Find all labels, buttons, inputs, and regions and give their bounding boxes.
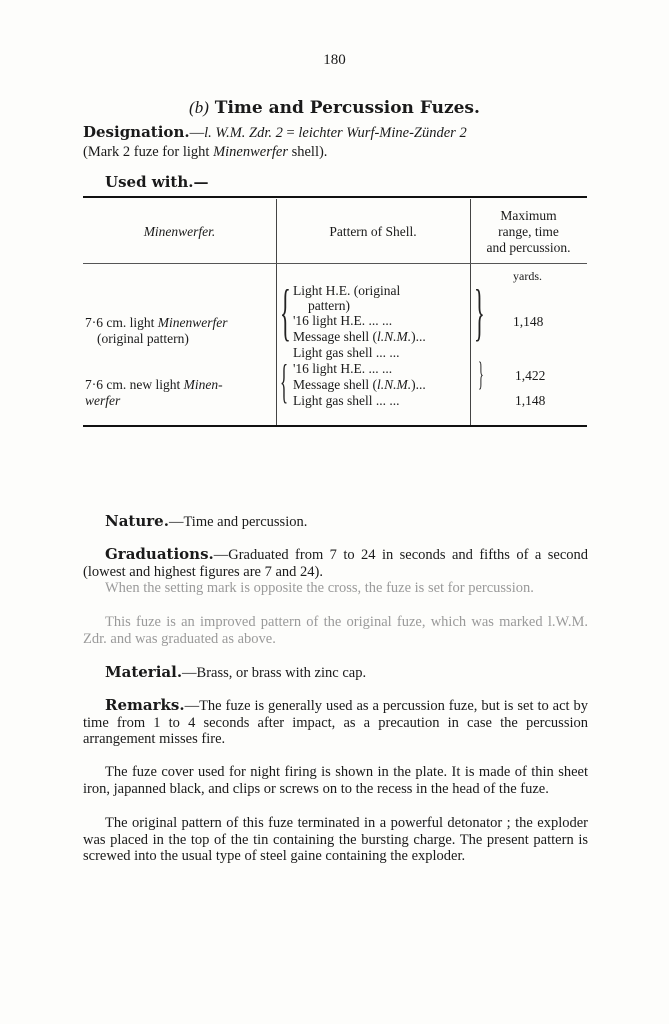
used-with-heading: Used with.—	[105, 173, 209, 191]
row2-shell-2-post: )...	[411, 377, 426, 392]
row2-mortar-line1	[85, 377, 223, 393]
row2-shell-1: '16 light H.E. ... ...	[293, 361, 393, 376]
designation-line2-ital: Minenwerfer	[213, 144, 288, 160]
row2-mortar-line2: werfer	[85, 393, 121, 408]
row1-shell-1-line1: Light H.E. (original	[293, 283, 401, 298]
designation-dash: —	[189, 125, 205, 141]
graduations-term: Graduations.	[105, 545, 214, 563]
row2-mortar-ital: Minen-	[183, 377, 223, 392]
row1-mortar-ital: Minenwerfer	[157, 315, 228, 330]
remarks-text: —The fuze is generally used as a percussion fuze, but is set to act by time from 1 to 4 seconds after impact, as a precaution in case the percussion arrangement misses fire.	[83, 698, 588, 747]
row1-shell-3-ital: l.N.M.	[376, 329, 412, 344]
page-number: 180	[323, 52, 346, 68]
designation-line2-post: shell).	[287, 144, 328, 160]
row2-right-brace: }	[478, 356, 484, 393]
row2-shell-2-ital: l.N.M.	[376, 377, 412, 392]
row1-mortar-pre: 7·6 cm. light	[85, 315, 158, 330]
nature-paragraph	[105, 513, 588, 531]
header-max-range-line3: and percussion.	[486, 240, 571, 255]
graduations-faded-note-2: This fuze is an improved pattern of the original fuze, which was marked l.W.M. Zdr. and was graduated as above.	[83, 614, 588, 647]
row2-shell-3: Light gas shell ... ...	[293, 393, 400, 408]
designation-paragraph	[83, 123, 588, 162]
header-max-range-line1: Maximum	[500, 208, 557, 223]
nature-text: —Time and percussion.	[168, 514, 308, 530]
row1-shell-3-pre: Message shell (	[293, 329, 377, 344]
section-label: (b)	[189, 98, 209, 117]
row1-shell-2: '16 light H.E. ... ...	[293, 313, 393, 328]
remarks-term: Remarks.	[105, 696, 185, 714]
remarks-paragraph	[83, 697, 588, 748]
designation-line2-pre: (Mark 2 fuze for light	[83, 144, 214, 160]
row1-shell-1-line2: pattern)	[308, 298, 350, 313]
row2-shell-2-pre: Message shell (	[293, 377, 377, 392]
row1-right-brace: }	[474, 276, 485, 347]
material-text: —Brass, or brass with zinc cap.	[182, 665, 367, 681]
remarks-paragraph-3: The original pattern of this fuze terminated in a powerful detonator ; the exploder was placed in the top of the tin containing the bursting charge. The present pattern is screwed into the usual type of steel gaine containing the exploder.	[83, 815, 588, 864]
header-pattern-of-shell: Pattern of Shell.	[329, 224, 417, 239]
graduations-paragraph	[83, 546, 588, 580]
graduations-text: —Graduated from 7 to 24 in seconds and fifths of a second (lowest and highest figures are 7 and 24).	[83, 547, 588, 580]
section-title: Time and Percussion Fuzes.	[214, 98, 480, 118]
row2-range-1: 1,422	[515, 368, 546, 383]
table-top-rule	[83, 196, 587, 198]
row2-range-2: 1,148	[515, 393, 546, 408]
table-bottom-rule	[83, 425, 587, 427]
graduations-faded-note-1: When the setting mark is opposite the cross, the fuze is set for percussion.	[105, 580, 534, 596]
row1-mortar-line2: (original pattern)	[97, 331, 189, 346]
nature-term: Nature.	[105, 512, 169, 530]
material-paragraph	[105, 664, 588, 682]
row2-mortar-pre: 7·6 cm. new light	[85, 377, 184, 392]
designation-equals: =	[282, 125, 299, 141]
row1-range: 1,148	[513, 314, 544, 329]
section-heading	[0, 98, 669, 118]
row1-shell-3	[293, 329, 426, 345]
row2-left-brace: {	[280, 355, 289, 408]
designation-term: Designation.	[83, 123, 190, 141]
header-max-range-line2: range, time	[498, 224, 559, 239]
material-term: Material.	[105, 663, 183, 681]
range-unit: yards.	[513, 269, 542, 283]
table-header-rule	[83, 263, 587, 264]
remarks-paragraph-2: The fuze cover used for night firing is shown in the plate. It is made of thin sheet iron, japanned black, and clips or screws on to the recess in the head of the fuze.	[83, 764, 588, 797]
header-max-range	[470, 208, 587, 256]
row1-shell-4: Light gas shell ... ...	[293, 345, 400, 360]
designation-abbr: l. W.M. Zdr. 2	[204, 125, 283, 141]
row1-mortar-line1	[85, 315, 228, 331]
header-minenwerfer: Minenwerfer.	[143, 224, 216, 239]
designation-german: leichter Wurf-Mine-Zünder 2	[298, 125, 467, 141]
row1-shell-3-post: )...	[411, 329, 426, 344]
row1-left-brace: {	[280, 276, 291, 347]
row2-shell-2	[293, 377, 426, 393]
